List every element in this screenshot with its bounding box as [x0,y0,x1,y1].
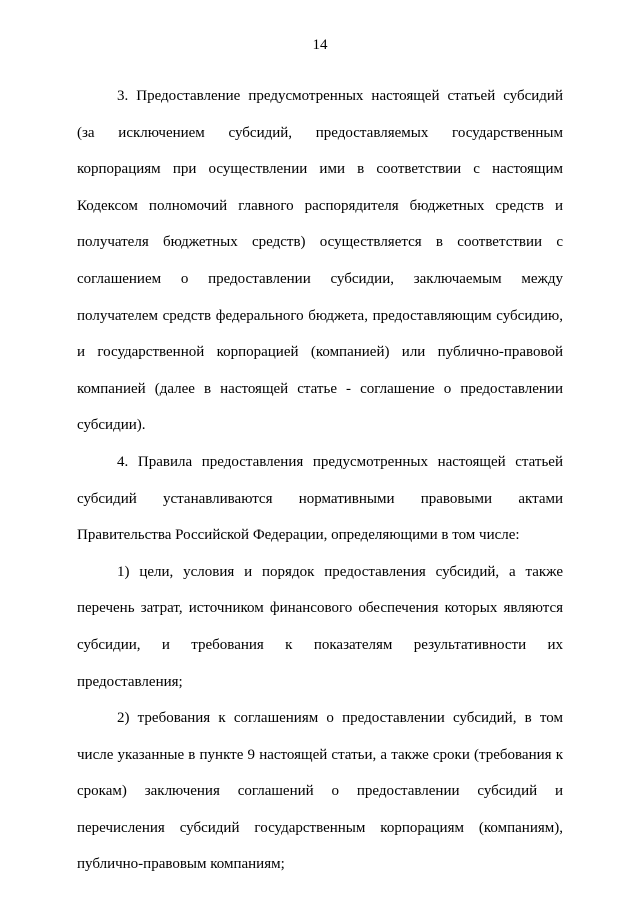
list-item-2: 2) требования к соглашениям о предоставлении субсидий, в том числе указанные в пункте 9 настоящей статьи, а также сроки (требования к срокам) заключения соглашений о предоставлении субсидий и перечисления субсидий государственным корпорациям (компаниям), публично-правовым компаниям; [77,710,563,873]
document-body [77,78,563,883]
page-number: 14 [312,37,328,53]
paragraph-3: 3. Предоставление предусмотренных настоящей статьей субсидий (за исключением субсидий, предоставляемых государственным корпорациям при осуществлении ими в соответствии с настоящим Кодексом полномочий главного распорядителя бюджетных средств и получателя бюджетных средств) осуществляется в соответствии с соглашением о предоставлении субсидии, заключаемым между получателем средств федерального бюджета, предоставляющим субсидию, и государственной корпорацией (компанией) или публично-правовой компанией (далее в настоящей статье - соглашение о предоставлении субсидии). [77,88,563,434]
list-item-1: 1) цели, условия и порядок предоставления субсидий, а также перечень затрат, источником финансового обеспечения которых являются субсидии, и требования к показателям результативности их предоставления; [77,563,563,690]
paragraph-4: 4. Правила предоставления предусмотренных настоящей статьей субсидий устанавливаются нормативными правовыми актами Правительства Российской Федерации, определяющими в том числе: [77,453,563,544]
